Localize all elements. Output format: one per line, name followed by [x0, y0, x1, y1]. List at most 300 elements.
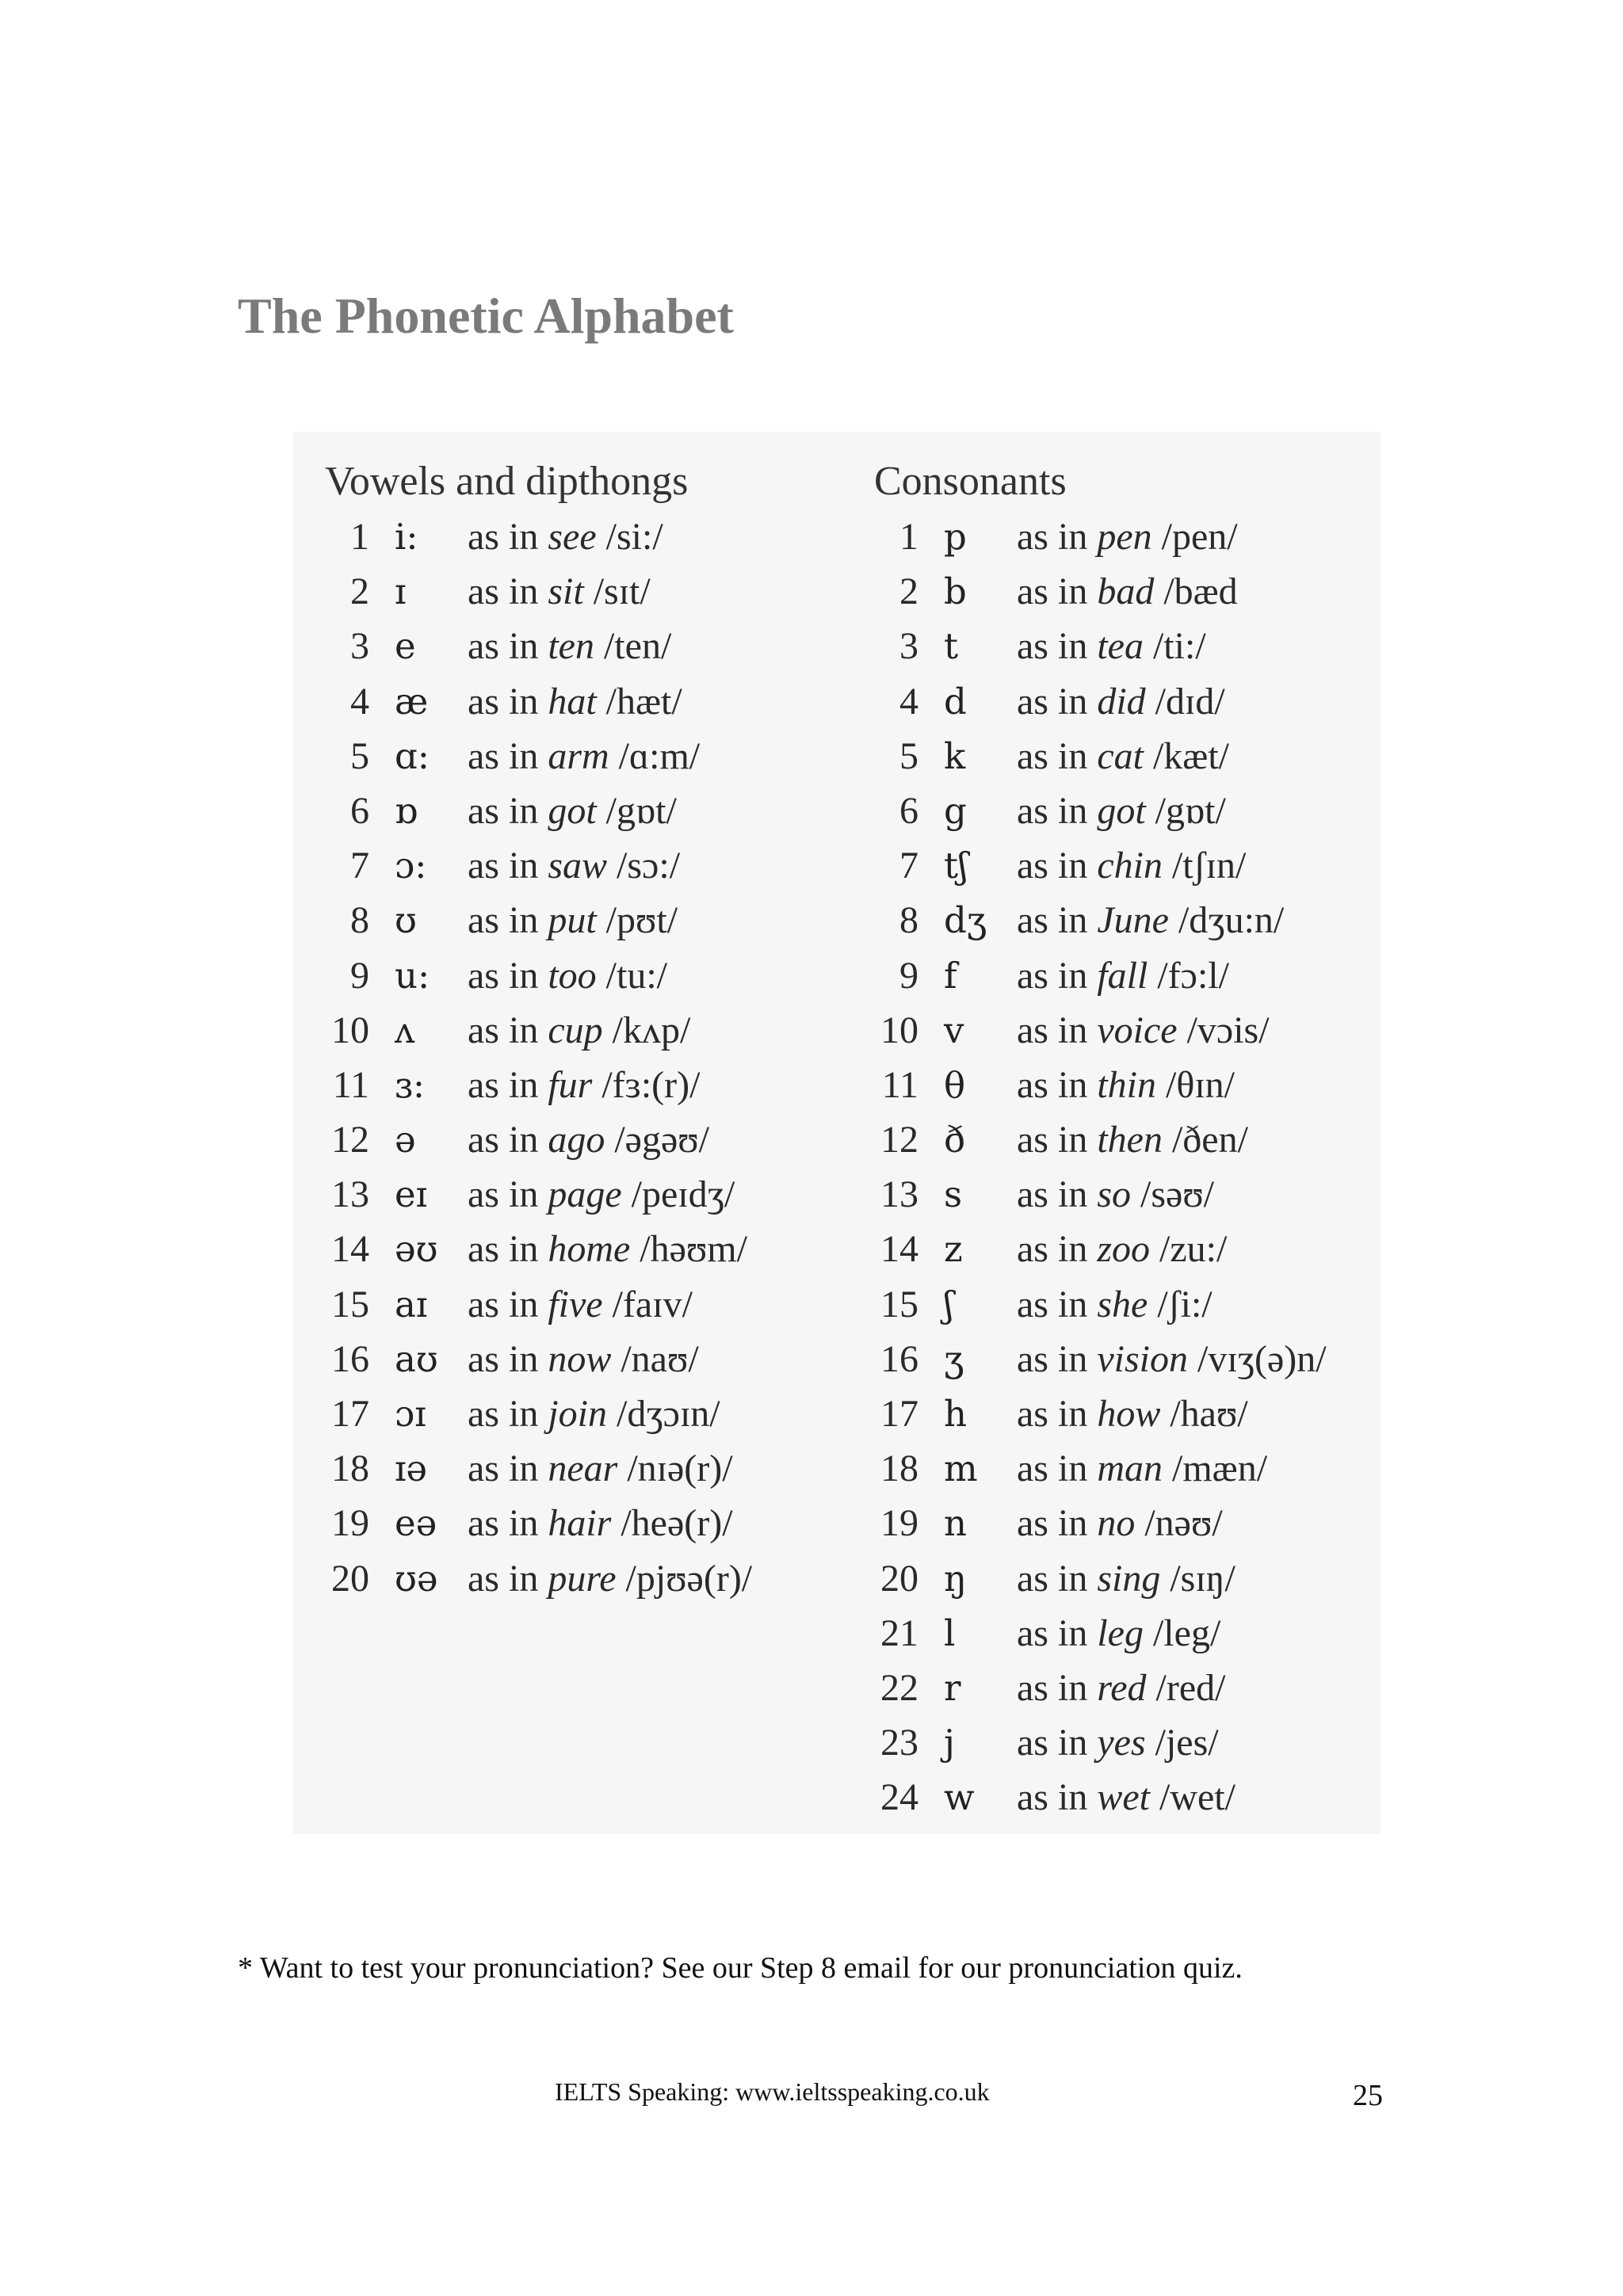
example-word: hat: [548, 680, 597, 723]
item-number: 10: [880, 1009, 918, 1051]
example: [1017, 948, 1229, 1003]
item-number: 20: [880, 1557, 918, 1600]
list-item: [874, 1112, 1248, 1167]
phonetic-symbol: ɔ:: [395, 845, 427, 887]
example: [1017, 1386, 1248, 1441]
example-word: bad: [1097, 570, 1155, 613]
ipa-transcription: /vɪʒ(ə)n/: [1197, 1337, 1327, 1380]
ipa-transcription: /dʒɔɪn/: [617, 1393, 720, 1435]
example-word: thin: [1097, 1063, 1156, 1106]
phonetic-symbol: v: [944, 1009, 964, 1051]
as-in-label: as in: [468, 1009, 539, 1051]
as-in-label: as in: [468, 1557, 539, 1600]
example-word: she: [1097, 1283, 1148, 1325]
example: [1017, 674, 1225, 729]
consonants-list: [874, 509, 1327, 1825]
phonetic-symbol: ʒ: [944, 1337, 964, 1380]
list-item: [874, 509, 1238, 564]
list-item: [874, 893, 1285, 948]
example-word: chin: [1097, 845, 1163, 887]
list-item: [325, 893, 688, 948]
as-in-label: as in: [1017, 1393, 1088, 1435]
example: [468, 1386, 720, 1441]
phonetic-symbol: ɔɪ: [395, 1393, 426, 1435]
item-number: 19: [880, 1502, 918, 1545]
item-number: 5: [350, 734, 369, 777]
ipa-transcription: /bæd: [1163, 570, 1238, 613]
list-item: [874, 784, 1226, 838]
example: [1017, 1661, 1226, 1715]
example-word: voice: [1097, 1009, 1178, 1051]
ipa-transcription: /pjʊə(r)/: [625, 1557, 753, 1600]
item-number: 17: [331, 1393, 369, 1435]
as-in-label: as in: [1017, 1009, 1088, 1051]
as-in-label: as in: [468, 570, 539, 613]
phonetic-symbol: r: [944, 1666, 961, 1709]
example-word: join: [548, 1393, 607, 1435]
list-item: [325, 1058, 701, 1112]
phonetic-symbol: θ: [944, 1063, 966, 1106]
ipa-transcription: /mæn/: [1172, 1447, 1268, 1490]
phonetic-symbol: ə: [395, 1119, 416, 1161]
as-in-label: as in: [1017, 680, 1088, 723]
phonetic-symbol: ʊ: [395, 899, 417, 942]
ipa-transcription: /red/: [1155, 1666, 1226, 1709]
phonetic-symbol: ʊə: [395, 1557, 438, 1600]
example: [1017, 1606, 1220, 1661]
phonetic-symbol: æ: [395, 680, 429, 723]
list-item: [325, 674, 688, 729]
ipa-transcription: /sɪt/: [593, 570, 651, 613]
as-in-label: as in: [1017, 1337, 1088, 1380]
example: [468, 619, 671, 673]
list-item: [874, 1332, 1327, 1386]
ipa-transcription: /fɔ:l/: [1157, 954, 1229, 997]
list-item: [874, 1386, 1248, 1441]
list-item: [325, 619, 688, 673]
list-item: [325, 1167, 735, 1222]
phonetic-symbol: w: [944, 1776, 975, 1819]
phonetic-symbol: s: [944, 1173, 963, 1216]
list-item: [325, 1551, 753, 1606]
as-in-label: as in: [1017, 734, 1088, 777]
example: [468, 564, 651, 619]
list-item: [874, 1715, 1219, 1770]
phonetic-symbol: eə: [395, 1502, 437, 1545]
item-number: 2: [350, 570, 369, 613]
as-in-label: as in: [1017, 954, 1088, 997]
item-number: 4: [899, 680, 918, 723]
as-in-label: as in: [468, 516, 539, 558]
as-in-label: as in: [1017, 1119, 1088, 1161]
item-number: 3: [350, 625, 369, 668]
example: [468, 1496, 733, 1550]
phonetic-symbol: d: [944, 680, 967, 723]
list-item: [874, 948, 1229, 1003]
ipa-transcription: /səʊ/: [1140, 1173, 1215, 1216]
example: [1017, 729, 1229, 784]
example: [468, 1332, 699, 1386]
ipa-transcription: /hæt/: [605, 680, 682, 723]
item-number: 12: [880, 1119, 918, 1161]
example-word: pure: [548, 1557, 617, 1600]
phonetic-symbol: p: [944, 516, 967, 558]
ipa-transcription: /dɪd/: [1155, 680, 1225, 723]
example: [1017, 1715, 1219, 1770]
example-word: sing: [1097, 1557, 1161, 1600]
ipa-transcription: /sɔ:/: [617, 845, 681, 887]
example: [468, 1058, 700, 1112]
ipa-transcription: /si:/: [605, 516, 663, 558]
example-word: zoo: [1097, 1228, 1151, 1271]
ipa-transcription: /ɑ:m/: [618, 734, 701, 777]
ipa-transcription: /ðen/: [1171, 1119, 1248, 1161]
phonetic-symbol: e: [395, 625, 416, 668]
item-number: 17: [880, 1393, 918, 1435]
example: [468, 893, 678, 948]
item-number: 18: [880, 1447, 918, 1490]
example-word: page: [548, 1173, 622, 1216]
example: [468, 1277, 693, 1332]
item-number: 9: [350, 954, 369, 997]
example: [468, 509, 663, 564]
ipa-transcription: /jes/: [1155, 1722, 1219, 1764]
ipa-transcription: /heə(r)/: [621, 1502, 733, 1545]
as-in-label: as in: [1017, 1611, 1088, 1654]
as-in-label: as in: [468, 625, 539, 668]
example: [1017, 893, 1284, 948]
as-in-label: as in: [1017, 1283, 1088, 1325]
example-word: tea: [1097, 625, 1144, 668]
ipa-transcription: /peɪdʒ/: [631, 1173, 735, 1216]
item-number: 15: [880, 1283, 918, 1325]
phonetic-symbol: j: [944, 1722, 955, 1764]
example: [468, 948, 667, 1003]
as-in-label: as in: [1017, 845, 1088, 887]
list-item: [325, 1277, 693, 1332]
ipa-transcription: /ti:/: [1152, 625, 1206, 668]
phonetic-symbol: ŋ: [944, 1557, 967, 1600]
vowels-heading: Vowels and dipthongs: [325, 459, 689, 504]
list-item: [325, 1386, 720, 1441]
phonetic-symbol: ɒ: [395, 789, 418, 832]
phonetic-symbol: ð: [944, 1119, 966, 1161]
item-number: 12: [331, 1119, 369, 1161]
example: [1017, 784, 1226, 838]
item-number: 21: [880, 1611, 918, 1654]
example-word: too: [548, 954, 597, 997]
item-number: 13: [331, 1173, 369, 1216]
consonants-heading: Consonants: [874, 459, 1067, 504]
item-number: 2: [899, 570, 918, 613]
as-in-label: as in: [1017, 1173, 1088, 1216]
example: [1017, 1222, 1227, 1276]
as-in-label: as in: [1017, 899, 1088, 942]
list-item: [874, 1551, 1235, 1606]
ipa-transcription: /ʃi:/: [1157, 1283, 1212, 1325]
item-number: 15: [331, 1283, 369, 1325]
as-in-label: as in: [468, 1502, 539, 1545]
example-word: ago: [548, 1119, 605, 1161]
item-number: 1: [899, 516, 918, 558]
example-word: ten: [548, 625, 594, 668]
phonetic-symbol: ʃ: [944, 1283, 954, 1325]
as-in-label: as in: [468, 1283, 539, 1325]
ipa-transcription: /gɒt/: [605, 789, 677, 832]
ipa-transcription: /pʊt/: [605, 899, 678, 942]
example-word: sit: [548, 570, 584, 613]
phonetic-symbol: z: [944, 1228, 963, 1271]
phonetic-symbol: m: [944, 1447, 978, 1490]
example: [1017, 564, 1238, 619]
phonetic-symbol: k: [944, 734, 966, 777]
as-in-label: as in: [468, 1337, 539, 1380]
example: [1017, 509, 1238, 564]
as-in-label: as in: [1017, 1063, 1088, 1106]
as-in-label: as in: [1017, 1776, 1088, 1819]
as-in-label: as in: [1017, 1557, 1088, 1600]
list-item: [874, 674, 1225, 729]
example-word: how: [1097, 1393, 1161, 1435]
ipa-transcription: /həʊm/: [640, 1228, 747, 1271]
example: [468, 784, 677, 838]
example: [1017, 1112, 1248, 1167]
example-word: June: [1097, 899, 1169, 942]
footer-source: IELTS Speaking: www.ieltsspeaking.co.uk: [555, 2077, 990, 2106]
as-in-label: as in: [468, 1173, 539, 1216]
item-number: 8: [899, 899, 918, 942]
list-item: [325, 838, 688, 893]
phonetic-symbol: aɪ: [395, 1283, 428, 1325]
phonetic-symbol: ɜ:: [395, 1063, 426, 1106]
example: [1017, 1770, 1235, 1825]
example-word: leg: [1097, 1611, 1144, 1654]
ipa-transcription: /kæt/: [1152, 734, 1229, 777]
item-number: 11: [881, 1063, 918, 1106]
as-in-label: as in: [468, 734, 539, 777]
item-number: 10: [331, 1009, 369, 1051]
list-item: [874, 1606, 1221, 1661]
page-title: The Phonetic Alphabet: [238, 288, 734, 344]
ipa-transcription: /dʒu:n/: [1178, 899, 1285, 942]
example: [1017, 838, 1246, 893]
example: [1017, 1332, 1327, 1386]
ipa-transcription: /fɜ:(r)/: [601, 1063, 701, 1106]
ipa-transcription: /haʊ/: [1170, 1393, 1248, 1435]
as-in-label: as in: [468, 1063, 539, 1106]
phonetic-symbol: əʊ: [395, 1228, 438, 1271]
item-number: 20: [331, 1557, 369, 1600]
example-word: cat: [1097, 734, 1144, 777]
as-in-label: as in: [468, 680, 539, 723]
as-in-label: as in: [468, 1228, 539, 1271]
item-number: 7: [899, 845, 918, 887]
phonetic-symbol: u:: [395, 954, 430, 997]
list-item: [325, 1496, 733, 1550]
list-item: [325, 564, 688, 619]
example-word: saw: [548, 845, 608, 887]
phonetic-symbol: ʌ: [395, 1009, 415, 1051]
as-in-label: as in: [1017, 1722, 1088, 1764]
as-in-label: as in: [468, 899, 539, 942]
item-number: 13: [880, 1173, 918, 1216]
as-in-label: as in: [468, 1119, 539, 1161]
list-item: [874, 1167, 1215, 1222]
example-word: got: [548, 789, 597, 832]
as-in-label: as in: [1017, 516, 1088, 558]
example-word: cup: [548, 1009, 603, 1051]
example-word: wet: [1097, 1776, 1150, 1819]
item-number: 6: [899, 789, 918, 832]
item-number: 7: [350, 845, 369, 887]
ipa-transcription: /pen/: [1161, 516, 1238, 558]
list-item: [874, 1441, 1268, 1496]
example-word: five: [548, 1283, 603, 1325]
as-in-label: as in: [1017, 1447, 1088, 1490]
example: [1017, 1058, 1235, 1112]
item-number: 9: [899, 954, 918, 997]
list-item: [874, 1661, 1226, 1715]
as-in-label: as in: [1017, 1228, 1088, 1271]
phonetic-symbol: g: [944, 789, 967, 832]
phonetic-symbol: aʊ: [395, 1337, 438, 1380]
as-in-label: as in: [1017, 789, 1088, 832]
example: [1017, 1441, 1267, 1496]
list-item: [874, 619, 1206, 673]
ipa-transcription: /vɔis/: [1186, 1009, 1270, 1051]
list-item: [325, 784, 688, 838]
item-number: 19: [331, 1502, 369, 1545]
list-item: [325, 509, 688, 564]
item-number: 23: [880, 1722, 918, 1764]
footnote: * Want to test your pronunciation? See our Step 8 email for our pronunciation quiz.: [238, 1951, 1243, 1985]
ipa-transcription: /zu:/: [1159, 1228, 1228, 1271]
list-item: [874, 564, 1238, 619]
item-number: 22: [880, 1666, 918, 1709]
example-word: fall: [1097, 954, 1148, 997]
list-item: [874, 1003, 1270, 1058]
ipa-transcription: /əgəʊ/: [614, 1119, 709, 1161]
list-item: [325, 1332, 699, 1386]
example: [1017, 1277, 1212, 1332]
ipa-transcription: /leg/: [1152, 1611, 1221, 1654]
item-number: 16: [331, 1337, 369, 1380]
item-number: 16: [880, 1337, 918, 1380]
example-word: near: [548, 1447, 618, 1490]
list-item: [874, 1277, 1212, 1332]
ipa-transcription: /tʃɪn/: [1171, 845, 1247, 887]
list-item: [325, 1112, 709, 1167]
example-word: home: [548, 1228, 631, 1271]
item-number: 8: [350, 899, 369, 942]
item-number: 14: [880, 1228, 918, 1271]
ipa-transcription: /faɪv/: [612, 1283, 693, 1325]
example-word: arm: [548, 734, 609, 777]
list-item: [874, 1496, 1223, 1550]
as-in-label: as in: [1017, 570, 1088, 613]
ipa-transcription: /nəʊ/: [1144, 1502, 1223, 1545]
item-number: 3: [899, 625, 918, 668]
list-item: [325, 1441, 733, 1496]
item-number: 5: [899, 734, 918, 777]
vowels-column: [325, 454, 753, 1606]
as-in-label: as in: [468, 789, 539, 832]
vowels-list: [325, 509, 753, 1606]
phonetic-symbol: b: [944, 570, 967, 613]
example: [468, 838, 680, 893]
ipa-transcription: /naʊ/: [621, 1337, 699, 1380]
as-in-label: as in: [468, 1393, 539, 1435]
phonetic-chart-panel: [293, 432, 1381, 1834]
list-item: [874, 1222, 1228, 1276]
phonetic-symbol: l: [944, 1611, 956, 1654]
example-word: did: [1097, 680, 1146, 723]
ipa-transcription: /kʌp/: [612, 1009, 691, 1051]
example: [1017, 1167, 1214, 1222]
page-number: 25: [1353, 2079, 1383, 2112]
example-word: put: [548, 899, 597, 942]
item-number: 24: [880, 1776, 918, 1819]
as-in-label: as in: [468, 845, 539, 887]
example: [468, 1112, 709, 1167]
example-word: got: [1097, 789, 1146, 832]
example: [468, 1551, 752, 1606]
example-word: hair: [548, 1502, 612, 1545]
phonetic-symbol: ɑ:: [395, 734, 430, 777]
ipa-transcription: /sɪŋ/: [1170, 1557, 1235, 1600]
list-item: [325, 948, 688, 1003]
item-number: 18: [331, 1447, 369, 1490]
list-item: [874, 1770, 1235, 1825]
as-in-label: as in: [1017, 625, 1088, 668]
phonetic-symbol: ɪə: [395, 1447, 428, 1490]
ipa-transcription: /ten/: [603, 625, 672, 668]
phonetic-symbol: i:: [395, 516, 418, 558]
example-word: pen: [1097, 516, 1152, 558]
example: [468, 1441, 733, 1496]
list-item: [325, 729, 701, 784]
example: [468, 1167, 735, 1222]
example: [468, 674, 682, 729]
phonetic-symbol: n: [944, 1502, 967, 1545]
ipa-transcription: /θɪn/: [1166, 1063, 1235, 1106]
example-word: man: [1097, 1447, 1163, 1490]
example: [1017, 1496, 1223, 1550]
example-word: see: [548, 516, 597, 558]
example-word: now: [548, 1337, 612, 1380]
list-item: [325, 1003, 691, 1058]
as-in-label: as in: [468, 1447, 539, 1490]
example-word: no: [1097, 1502, 1136, 1545]
phonetic-symbol: tʃ: [944, 845, 968, 887]
item-number: 11: [332, 1063, 369, 1106]
ipa-transcription: /gɒt/: [1155, 789, 1226, 832]
consonants-column: [874, 454, 1327, 1825]
example: [468, 729, 700, 784]
example: [1017, 619, 1206, 673]
as-in-label: as in: [1017, 1666, 1088, 1709]
list-item: [874, 1058, 1235, 1112]
example-word: so: [1097, 1173, 1132, 1216]
phonetic-symbol: eɪ: [395, 1173, 428, 1216]
phonetic-symbol: f: [944, 954, 957, 997]
item-number: 1: [350, 516, 369, 558]
item-number: 6: [350, 789, 369, 832]
phonetic-symbol: ɪ: [395, 570, 407, 613]
example: [1017, 1551, 1235, 1606]
as-in-label: as in: [468, 954, 539, 997]
example-word: yes: [1097, 1722, 1146, 1764]
